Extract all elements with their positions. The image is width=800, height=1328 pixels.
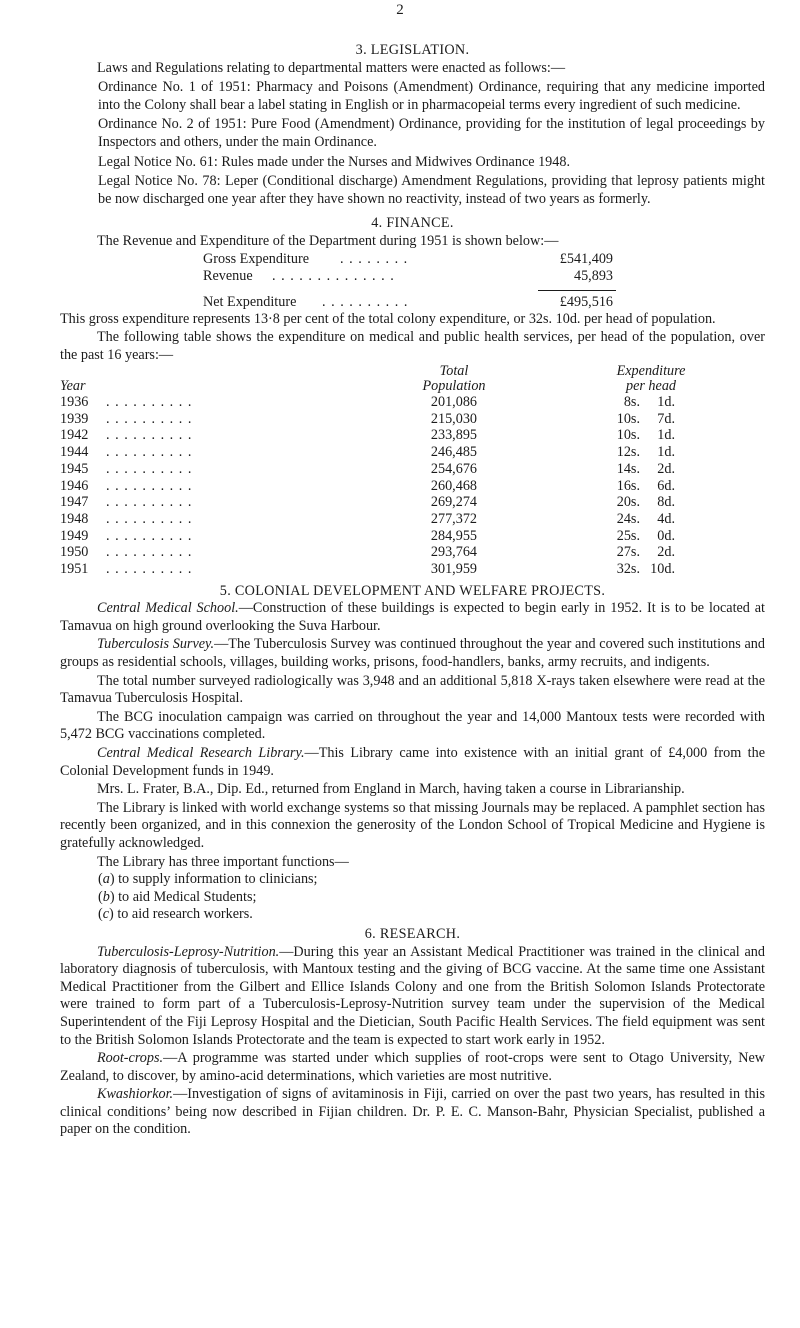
table-row [60, 544, 765, 561]
legislation-section [60, 42, 765, 208]
year-cell: 1950 [60, 544, 89, 561]
pence-cell: 6d. [657, 477, 675, 494]
legislation-item: Legal Notice No. 78: Leper (Conditional discharge) Amendment Regulations, providing that leprosy patients might be now discharged one year after they have shown no reactivity, instead of two years as formerly. [98, 173, 765, 207]
leader-dots: . . . . . . . . . . [106, 444, 193, 461]
legislation-item: Legal Notice No. 61: Rules made under the Nurses and Midwives Ordinance 1948. [98, 153, 571, 170]
pence-cell: 8d. [657, 494, 675, 511]
pence-cell: 2d. [657, 460, 675, 477]
tb-leprosy-nutrition-title: Tuberculosis-Leprosy-Nutrition. [97, 943, 280, 960]
legislation-item: Ordinance No. 1 of 1951: Pharmacy and Poisons (Amendment) Ordinance, requiring that any medicine imported into the Colony shall bear a label stating in English or in pharmacopeial terms every ingredient of such medicine. [98, 79, 765, 113]
central-medical-school-title: Central Medical School. [97, 600, 239, 617]
leader-dots: . . . . . . . . . . [106, 427, 193, 444]
pence-cell: 2d. [657, 544, 675, 561]
shillings-cell: 8s. [623, 394, 640, 411]
gross-expenditure-label: Gross Expenditure [203, 250, 309, 267]
revenue-label: Revenue [203, 268, 253, 285]
col-expenditure-header-1: Expenditure [616, 363, 686, 380]
shillings-cell: 12s. [616, 444, 640, 461]
shillings-cell: 32s. [616, 560, 640, 577]
population-cell: 215,030 [430, 410, 477, 427]
welfare-paragraph: The BCG inoculation campaign was carried on throughout the year and 14,000 Mantoux tests were recorded with 5,472 BCG vaccinations completed. [60, 708, 765, 743]
table-row [60, 561, 765, 578]
leader-dots: . . . . . . . . . . [106, 560, 193, 577]
population-cell: 284,955 [430, 527, 477, 544]
welfare-paragraph: Central Medical School.—Construction of these buildings is expected to begin early in 1952. It is to be located at Tamavua on high ground overlooking the Suva Harbour. [60, 600, 765, 634]
shillings-cell: 25s. [616, 527, 640, 544]
leader-dots: . . . . . . . . . . . . . . [272, 268, 395, 285]
tuberculosis-survey-title: Tuberculosis Survey. [97, 636, 215, 653]
leader-dots: . . . . . . . . . . [106, 544, 193, 561]
leader-dots: . . . . . . . . [340, 250, 409, 267]
table-row [60, 528, 765, 545]
shillings-cell: 20s. [616, 494, 640, 511]
kwashiorkor-title: Kwashiorkor. [97, 1086, 174, 1103]
legislation-item: Ordinance No. 2 of 1951: Pure Food (Amendment) Ordinance, providing for the institution of legal proceedings by Inspectors and others, under the main Ordinance. [98, 116, 765, 150]
pence-cell: 1d. [657, 427, 675, 444]
library-functions-list [60, 871, 765, 924]
leader-dots: . . . . . . . . . . [106, 410, 193, 427]
list-item: (a) to supply information to clinicians; [98, 871, 318, 888]
welfare-paragraph: The total number surveyed radiologically was 3,948 and an additional 5,818 X-rays taken elsewhere were read at the Tamavua Tuberculosis Hospital. [60, 672, 765, 707]
table-row [60, 394, 765, 411]
year-cell: 1942 [60, 427, 89, 444]
leader-dots: . . . . . . . . . . [106, 527, 193, 544]
table-row [60, 494, 765, 511]
population-cell: 246,485 [430, 444, 477, 461]
year-cell: 1948 [60, 510, 89, 527]
shillings-cell: 14s. [616, 460, 640, 477]
population-cell: 269,274 [430, 494, 477, 511]
welfare-paragraph: Mrs. L. Frater, B.A., Dip. Ed., returned from England in March, having taken a course in Librarianship. [97, 781, 685, 798]
year-cell: 1944 [60, 444, 89, 461]
page-number: 2 [396, 2, 404, 18]
research-heading: 6. RESEARCH. [364, 925, 461, 942]
gross-expenditure-row [60, 251, 765, 269]
pence-cell: 7d. [657, 410, 675, 427]
revenue-value: 45,893 [573, 268, 613, 285]
leader-dots: . . . . . . . . . . [106, 394, 193, 411]
pence-cell: 0d. [657, 527, 675, 544]
research-section [60, 926, 765, 1139]
revenue-row [60, 268, 765, 286]
pence-cell: 10d. [650, 560, 675, 577]
finance-note: This gross expenditure represents 13·8 per cent of the total colony expenditure, or 32s. 10d. per head of population. [60, 311, 716, 328]
expenditure-table [60, 364, 765, 578]
table-body [60, 394, 765, 578]
population-cell: 254,676 [430, 460, 477, 477]
research-paragraph: Kwashiorkor.—Investigation of signs of avitaminosis in Fiji, carried on over the past two years, has resulted in this clinical conditions’ being now described in Fijian children. Dr. P. E. C. Manson-Bahr, Physician Specialist, published a paper on the condition. [60, 1086, 765, 1138]
leader-dots: . . . . . . . . . . [106, 460, 193, 477]
year-cell: 1936 [60, 394, 89, 411]
list-item: (b) to aid Medical Students; [98, 888, 257, 905]
welfare-paragraph: Central Medical Research Library.—This Library came into existence with an initial grant of £4,000 from the Colonial Development funds in 1949. [60, 745, 765, 779]
shillings-cell: 10s. [616, 427, 640, 444]
population-cell: 301,959 [430, 560, 477, 577]
table-row [60, 427, 765, 444]
shillings-cell: 10s. [616, 410, 640, 427]
col-year-header: Year [60, 378, 86, 395]
population-cell: 233,895 [430, 427, 477, 444]
leader-dots: . . . . . . . . . . [106, 494, 193, 511]
table-row [60, 411, 765, 428]
finance-intro: The Revenue and Expenditure of the Department during 1951 is shown below:— [97, 232, 559, 249]
list-item: (c) to aid research workers. [98, 906, 253, 923]
research-paragraph: Root-crops.—A programme was started under which supplies of root-crops were sent to Otago University, New Zealand, to discover, by amino-acid determinations, which varieties are most nutritive. [60, 1050, 765, 1084]
finance-heading: 4. FINANCE. [371, 215, 454, 232]
table-row [60, 511, 765, 528]
year-cell: 1949 [60, 527, 89, 544]
page-content [60, 42, 765, 1139]
population-cell: 260,468 [430, 477, 477, 494]
col-expenditure-header-2: per head [625, 378, 677, 395]
welfare-paragraph: Tuberculosis Survey.—The Tuberculosis Survey was continued throughout the year and covered such institutions and groups as residential schools, villages, building works, prisons, food-handlers, banks, army recruits, and indigents. [60, 636, 765, 671]
year-cell: 1951 [60, 560, 89, 577]
pence-cell: 4d. [657, 510, 675, 527]
welfare-heading: 5. COLONIAL DEVELOPMENT AND WELFARE PROJECTS. [219, 582, 606, 599]
shillings-cell: 24s. [616, 510, 640, 527]
research-paragraph: Tuberculosis-Leprosy-Nutrition.—During this year an Assistant Medical Practitioner was trained in the clinical and laboratory diagnosis of tuberculosis, with Mantoux testing and the giving of BCG vaccine. At the same time one Assistant Medical Practitioner from the Gilbert and Ellice Islands Colony and one from the British Solomon Islands Protectorate were trained to form part of a Tuberculosis-Leprosy-Nutrition survey team under the supervision of the Medical Superintendent of the Fiji Leprosy Hospital and the Dietician, South Pacific Health Services. The field equipment was sent to the British Solomon Islands Protectorate and the team is expected to start work early in 1952. [60, 943, 765, 1048]
year-cell: 1945 [60, 460, 89, 477]
table-row [60, 444, 765, 461]
year-cell: 1947 [60, 494, 89, 511]
population-cell: 277,372 [430, 510, 477, 527]
col-population-header-2: Population [422, 378, 486, 395]
net-expenditure-label: Net Expenditure [203, 293, 297, 310]
leader-dots: . . . . . . . . . . [322, 293, 409, 310]
net-expenditure-row [60, 294, 765, 312]
sum-rule [538, 290, 616, 291]
population-cell: 201,086 [430, 394, 477, 411]
research-library-title: Central Medical Research Library. [97, 745, 305, 761]
legislation-heading: 3. LEGISLATION. [355, 42, 470, 58]
shillings-cell: 16s. [616, 477, 640, 494]
year-cell: 1946 [60, 477, 89, 494]
welfare-paragraph: The Library is linked with world exchange systems so that missing Journals may be replaced. A pamphlet section has recently been organized, and in this connexion the generosity of the London School of Tropical Medicine and Hygiene is gratefully acknowledged. [60, 799, 765, 851]
pence-cell: 1d. [657, 444, 675, 461]
year-cell: 1939 [60, 410, 89, 427]
net-expenditure-value: £495,516 [559, 293, 613, 310]
legislation-intro: Laws and Regulations relating to departmental matters were enacted as follows:— [97, 59, 566, 76]
population-cell: 293,764 [430, 544, 477, 561]
table-row [60, 461, 765, 478]
pence-cell: 1d. [657, 394, 675, 411]
finance-table-intro: The following table shows the expenditure on medical and public health services, per head of the population, over the past 16 years:— [60, 328, 765, 363]
gross-expenditure-value: £541,409 [559, 250, 613, 267]
welfare-paragraph: The Library has three important functions— [97, 853, 349, 870]
leader-dots: . . . . . . . . . . [106, 510, 193, 527]
leader-dots: . . . . . . . . . . [106, 477, 193, 494]
table-header [60, 364, 765, 394]
col-population-header-1: Total [439, 363, 469, 380]
table-row [60, 478, 765, 495]
shillings-cell: 27s. [616, 544, 640, 561]
root-crops-title: Root-crops. [97, 1050, 164, 1067]
finance-section [60, 215, 765, 577]
welfare-section [60, 583, 765, 924]
